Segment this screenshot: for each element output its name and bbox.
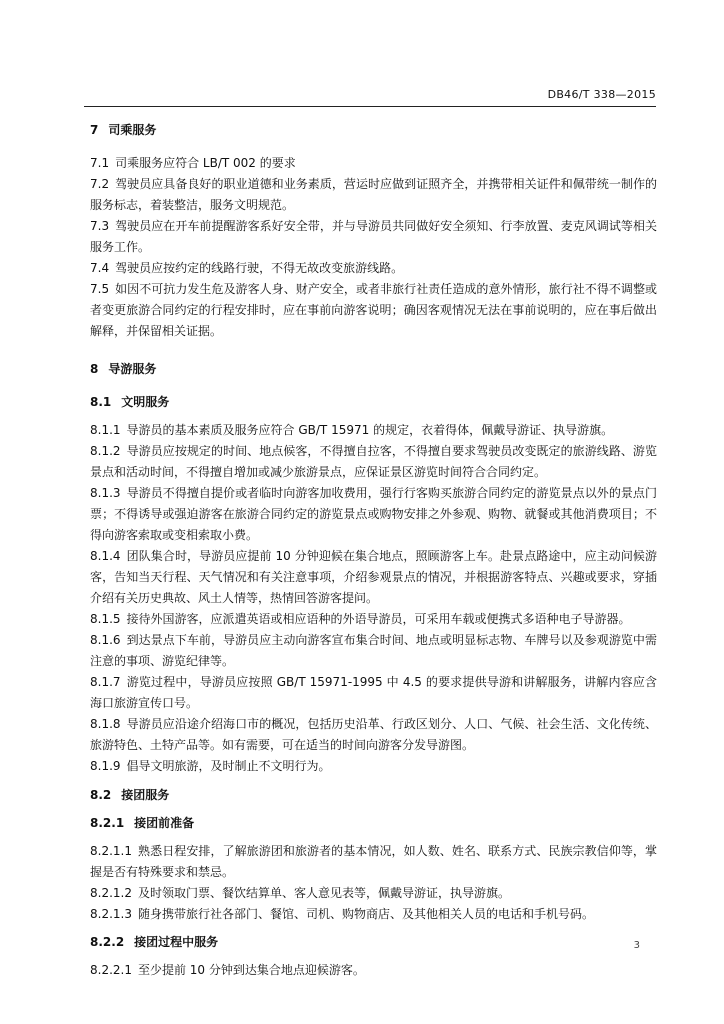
- clause-number: 8.1.3: [90, 486, 121, 500]
- clause-text: 熟悉日程安排，了解旅游团和旅游者的基本情况，如人数、姓名、联系方式、民族宗教信仰等，掌握是否有特殊要求和禁忌。: [90, 844, 657, 879]
- clause-number: 7.4: [90, 261, 110, 275]
- clause-text: 导游员应沿途介绍海口市的概况，包括历史沿革、行政区划分、人口、气候、社会生活、文化传统、旅游特色、土特产品等。如有需要，可在适当的时间向游客分发导游图。: [90, 717, 657, 752]
- clause: [90, 883, 657, 904]
- clause-text: 游览过程中，导游员应按照 GB/T 15971-1995 中 4.5 的要求提供导游和讲解服务，讲解内容应含海口旅游宣传口号。: [90, 675, 657, 710]
- clause-number: 8.1.2: [90, 444, 121, 458]
- clause-number: 7.3: [90, 219, 110, 233]
- clause: [90, 153, 657, 174]
- subsection-title: 接团过程中服务: [134, 935, 219, 949]
- subsection-8-1-heading: [90, 392, 657, 413]
- clause: [90, 609, 657, 630]
- header-divider: [84, 106, 656, 107]
- subsection-8-1-items: [90, 420, 657, 777]
- clause: [90, 483, 657, 546]
- clause: [90, 672, 657, 714]
- subsection-number: 8.2.1: [90, 816, 125, 830]
- clause-text: 导游员应按规定的时间、地点候客，不得擅自拉客，不得擅自要求驾驶员改变既定的旅游线路、游览景点和活动时间，不得擅自增加或减少旅游景点，应保证景区游览时间符合合同约定。: [90, 444, 657, 479]
- clause-number: 8.2.1.3: [90, 907, 132, 921]
- clause: [90, 258, 657, 279]
- document-code: DB46/T 338—2015: [547, 88, 656, 101]
- clause-text: 团队集合时，导游员应提前 10 分钟迎候在集合地点，照顾游客上车。赴景点路途中，应主动问候游客，告知当天行程、天气情况和有关注意事项，介绍参观景点的情况，并根据游客特点、兴趣或要求，穿插介绍有关历史典故、风土人情等，热情回答游客提问。: [90, 549, 657, 605]
- clause: [90, 714, 657, 756]
- subsection-8-2-2-items: [90, 960, 657, 981]
- clause-text: 驾驶员应按约定的线路行驶，不得无故改变旅游线路。: [115, 261, 404, 275]
- subsection-number: 8.2.2: [90, 935, 125, 949]
- clause: [90, 630, 657, 672]
- clause-number: 7.2: [90, 177, 110, 191]
- subsection-number: 8.1: [90, 395, 112, 409]
- clause-text: 倡导文明旅游，及时制止不文明行为。: [126, 759, 331, 773]
- clause-text: 司乘服务应符合 LB/T 002 的要求: [115, 156, 296, 170]
- clause-number: 8.2.1.1: [90, 844, 132, 858]
- subsection-number: 8.2: [90, 788, 112, 802]
- clause: [90, 420, 657, 441]
- clause-text: 及时领取门票、餐饮结算单、客人意见表等，佩戴导游证，执导游旗。: [137, 886, 510, 900]
- clause-text: 随身携带旅行社各部门、餐馆、司机、购物商店、及其他相关人员的电话和手机号码。: [137, 907, 594, 921]
- section-7-heading: [90, 120, 657, 141]
- clause: [90, 279, 657, 342]
- subsection-title: 文明服务: [121, 395, 170, 409]
- clause: [90, 904, 657, 925]
- section-number: 8: [90, 362, 99, 376]
- section-title: 导游服务: [108, 362, 157, 376]
- clause-number: 8.1.5: [90, 612, 121, 626]
- clause-text: 导游员的基本素质及服务应符合 GB/T 15971 的规定，衣着得体，佩戴导游证、执导游旗。: [126, 423, 614, 437]
- subsection-8-2-1-items: [90, 841, 657, 925]
- clause-text: 到达景点下车前，导游员应主动向游客宣布集合时间、地点或明显标志物、车牌号以及参观游览中需注意的事项、游览纪律等。: [90, 633, 657, 668]
- clause-number: 8.1.1: [90, 423, 121, 437]
- document-body: [90, 118, 657, 981]
- clause: [90, 841, 657, 883]
- subsection-title: 接团服务: [121, 788, 170, 802]
- clause-text: 接待外国游客，应派遣英语或相应语种的外语导游员，可采用车载或便携式多语种电子导游器。: [126, 612, 631, 626]
- clause-number: 8.2.2.1: [90, 963, 132, 977]
- section-title: 司乘服务: [108, 123, 157, 137]
- clause-number: 8.1.6: [90, 633, 121, 647]
- clause-number: 8.1.4: [90, 549, 121, 563]
- clause-number: 8.1.7: [90, 675, 121, 689]
- clause-number: 8.1.8: [90, 717, 121, 731]
- clause-number: 7.1: [90, 156, 110, 170]
- clause: [90, 546, 657, 609]
- section-7-items: [90, 153, 657, 342]
- subsection-8-2-heading: [90, 785, 657, 806]
- section-8-heading: [90, 359, 657, 380]
- clause-number: 8.1.9: [90, 759, 121, 773]
- subsection-title: 接团前准备: [134, 816, 195, 830]
- clause-text: 至少提前 10 分钟到达集合地点迎候游客。: [137, 963, 365, 977]
- subsection-8-2-1-heading: [90, 813, 657, 834]
- page-number: 3: [633, 940, 640, 951]
- section-number: 7: [90, 123, 99, 137]
- clause-number: 8.2.1.2: [90, 886, 132, 900]
- clause: [90, 216, 657, 258]
- clause-text: 驾驶员应在开车前提醒游客系好安全带，并与导游员共同做好安全须知、行李放置、麦克风调试等相关服务工作。: [90, 219, 657, 254]
- clause-number: 7.5: [90, 282, 110, 296]
- clause: [90, 174, 657, 216]
- clause: [90, 960, 657, 981]
- clause: [90, 756, 657, 777]
- clause: [90, 441, 657, 483]
- clause-text: 导游员不得擅自提价或者临时向游客加收费用，强行行客购买旅游合同约定的游览景点以外的景点门票；不得诱导或强迫游客在旅游合同约定的游览景点或购物安排之外参观、购物、就餐或其他消费项目；不得向游客索取或变相索取小费。: [90, 486, 657, 542]
- clause-text: 如因不可抗力发生危及游客人身、财产安全，或者非旅行社责任造成的意外情形，旅行社不得不调整或者变更旅游合同约定的行程安排时，应在事前向游客说明；确因客观情况无法在事前说明的，应在事后做出解释，并保留相关证据。: [90, 282, 657, 338]
- subsection-8-2-2-heading: [90, 932, 657, 953]
- clause-text: 驾驶员应具备良好的职业道德和业务素质，营运时应做到证照齐全，并携带相关证件和佩带统一制作的服务标志，着装整洁，服务文明规范。: [90, 177, 657, 212]
